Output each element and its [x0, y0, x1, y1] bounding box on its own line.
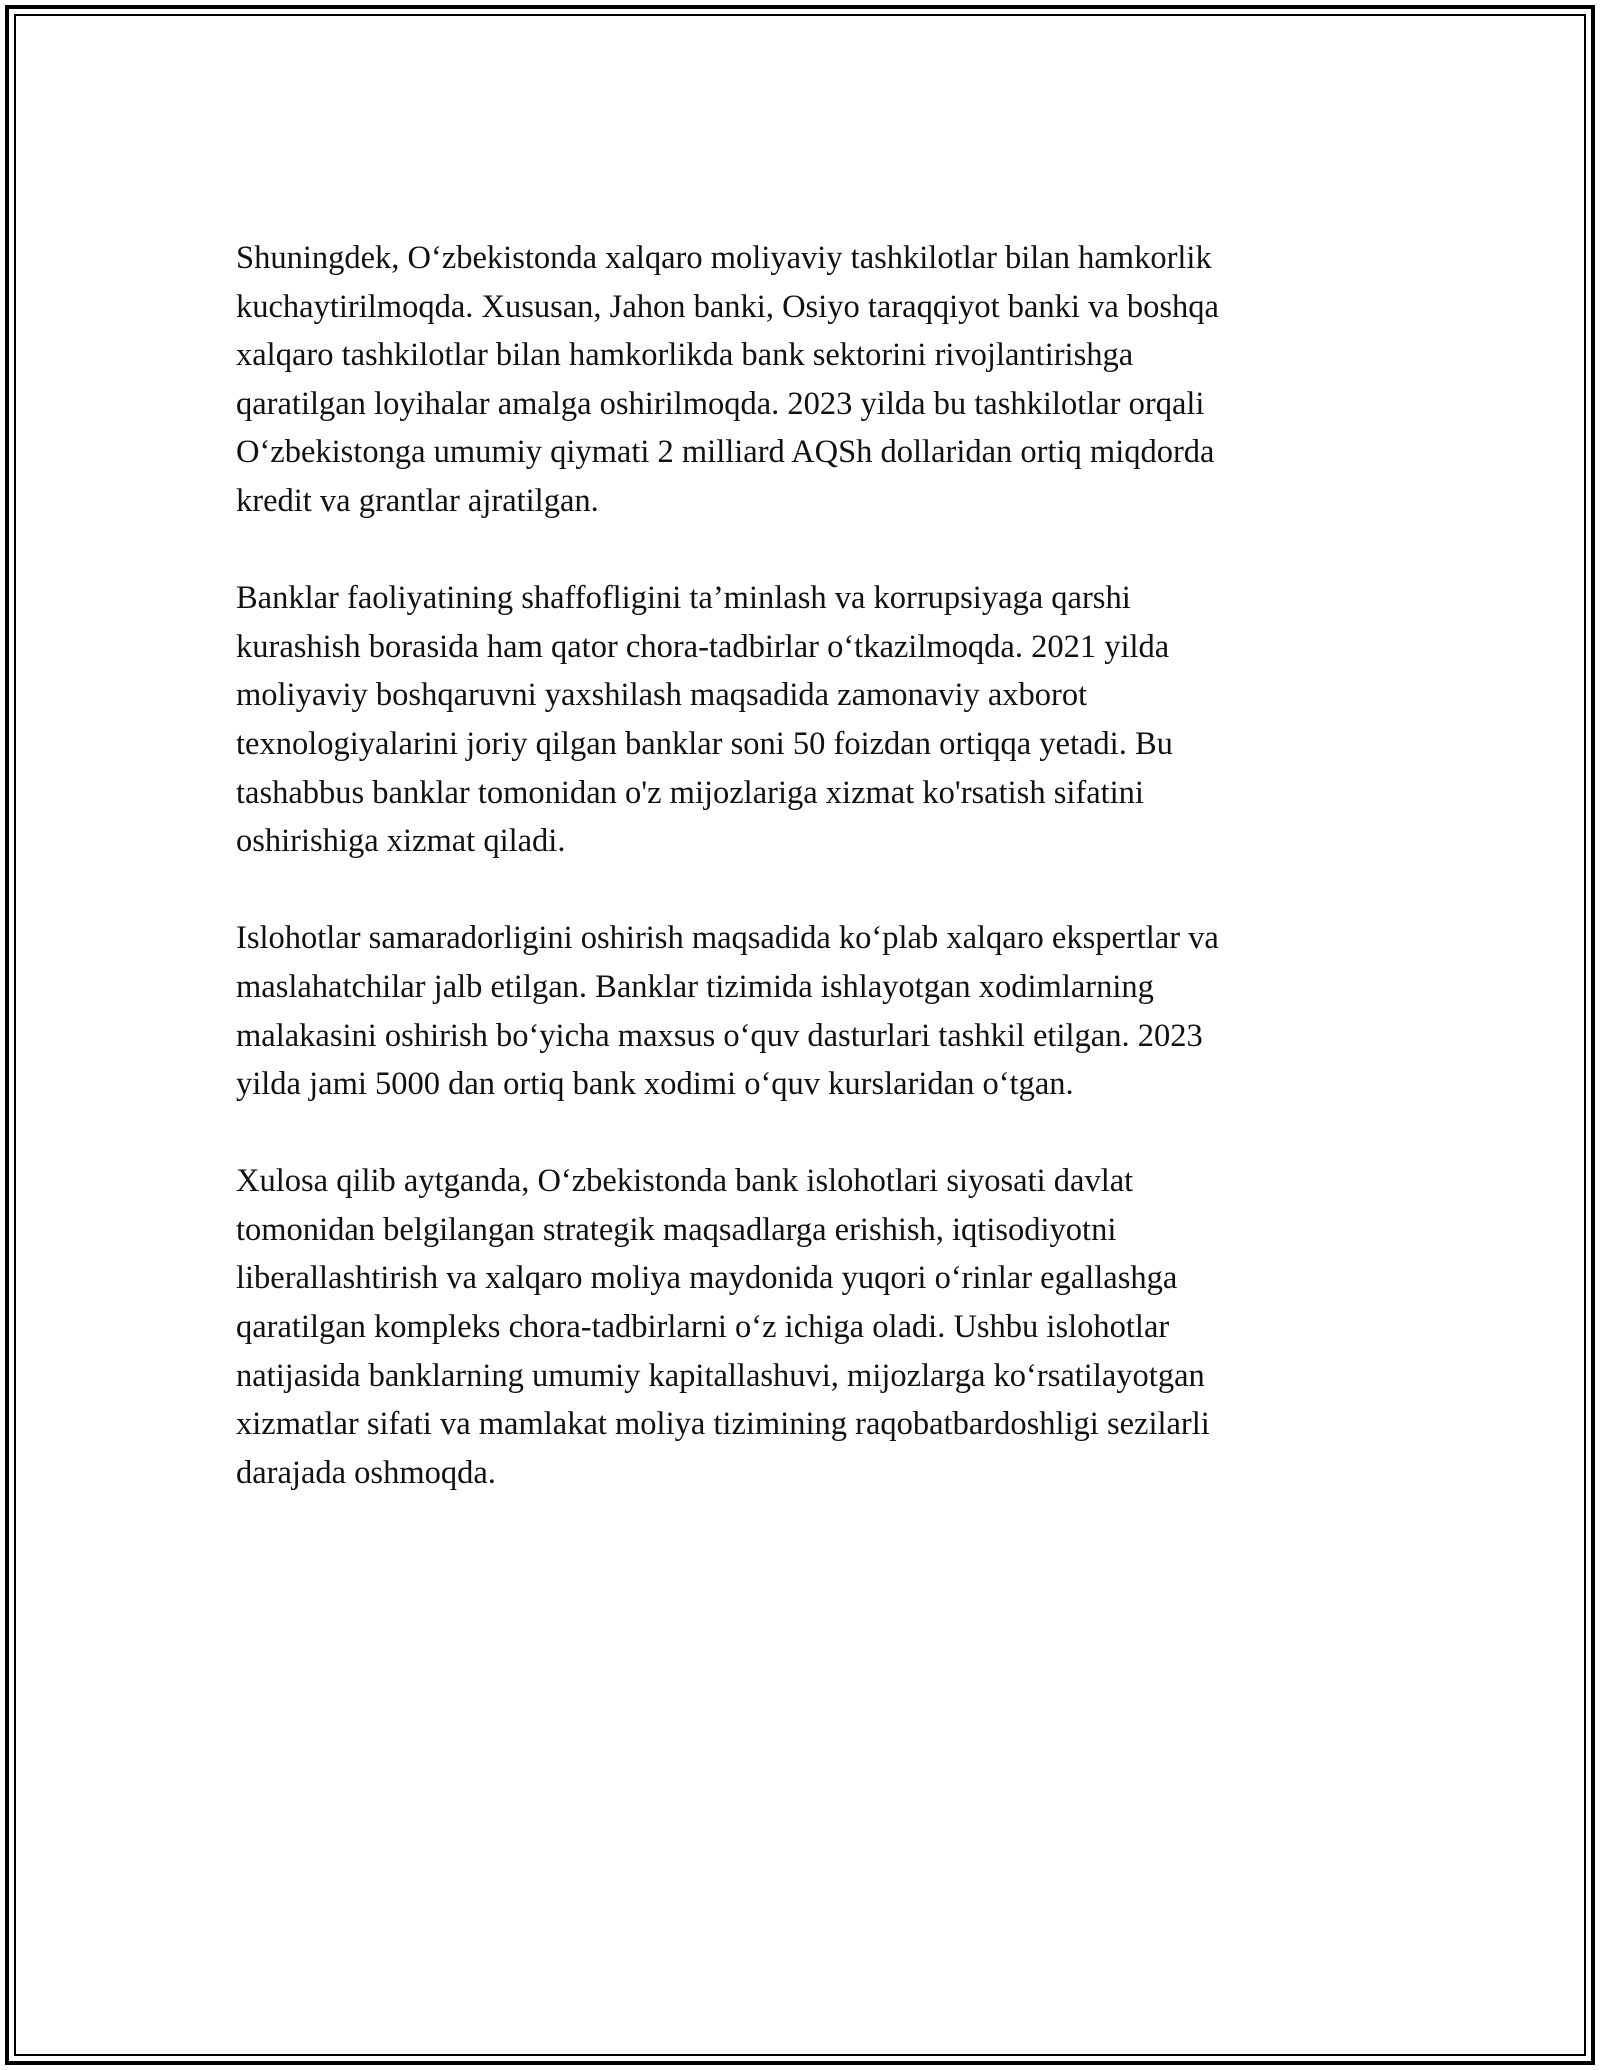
paragraph-transparency: Banklar faoliyatining shaffofligini ta’minlash va korrupsiyaga qarshi kurashish borasida ham qator chora-tadbirlar o‘tkazilmoqda. 2021 yilda moliyaviy boshqaruvni yaxshilash maqsadida zamonaviy axborot texnologiyalarini joriy qilgan banklar soni 50 foizdan ortiqqa yetadi. Bu tashabbus banklar tomonidan o'z mijozlariga xizmat ko'rsatish sifatini oshirishiga xizmat qiladi. [236, 580, 1173, 860]
paragraph-conclusion: Xulosa qilib aytganda, O‘zbekistonda bank islohotlari siyosati davlat tomonidan belgilangan strategik maqsadlarga erishish, iqtisodiyotni liberallashtirish va xalqaro moliya maydonida yuqori o‘rinlar egallashga qaratilgan kompleks chora-tadbirlarni o‘z ichiga oladi. Ushbu islohotlar natijasida banklarning umumiy kapitallashuvi, mijozlarga ko‘rsatilayotgan xizmatlar sifati va mamlakat moliya tizimining raqobatbardoshligi sezilarli darajada oshmoqda. [236, 1163, 1210, 1491]
paragraph-international-cooperation: Shuningdek, O‘zbekistonda xalqaro moliyaviy tashkilotlar bilan hamkorlik kuchaytirilmoqda. Xususan, Jahon banki, Osiyo taraqqiyot banki va boshqa xalqaro tashkilotlar bilan hamkorlikda bank sektorini rivojlantirishga qaratilgan loyihalar amalga oshirilmoqda. 2023 yilda bu tashkilotlar orqali O‘zbekistonga umumiy qiymati 2 milliard AQSh dollaridan ortiq miqdorda kredit va grantlar ajratilgan. [236, 240, 1219, 519]
paragraph-staff-training: Islohotlar samaradorligini oshirish maqsadida ko‘plab xalqaro ekspertlar va maslahatchilar jalb etilgan. Banklar tizimida ishlayotgan xodimlarning malakasini oshirish bo‘yicha maxsus o‘quv dasturlari tashkil etilgan. 2023 yilda jami 5000 dan ortiq bank xodimi o‘quv kurslaridan o‘tgan. [236, 920, 1219, 1103]
document-body [236, 234, 1366, 1546]
